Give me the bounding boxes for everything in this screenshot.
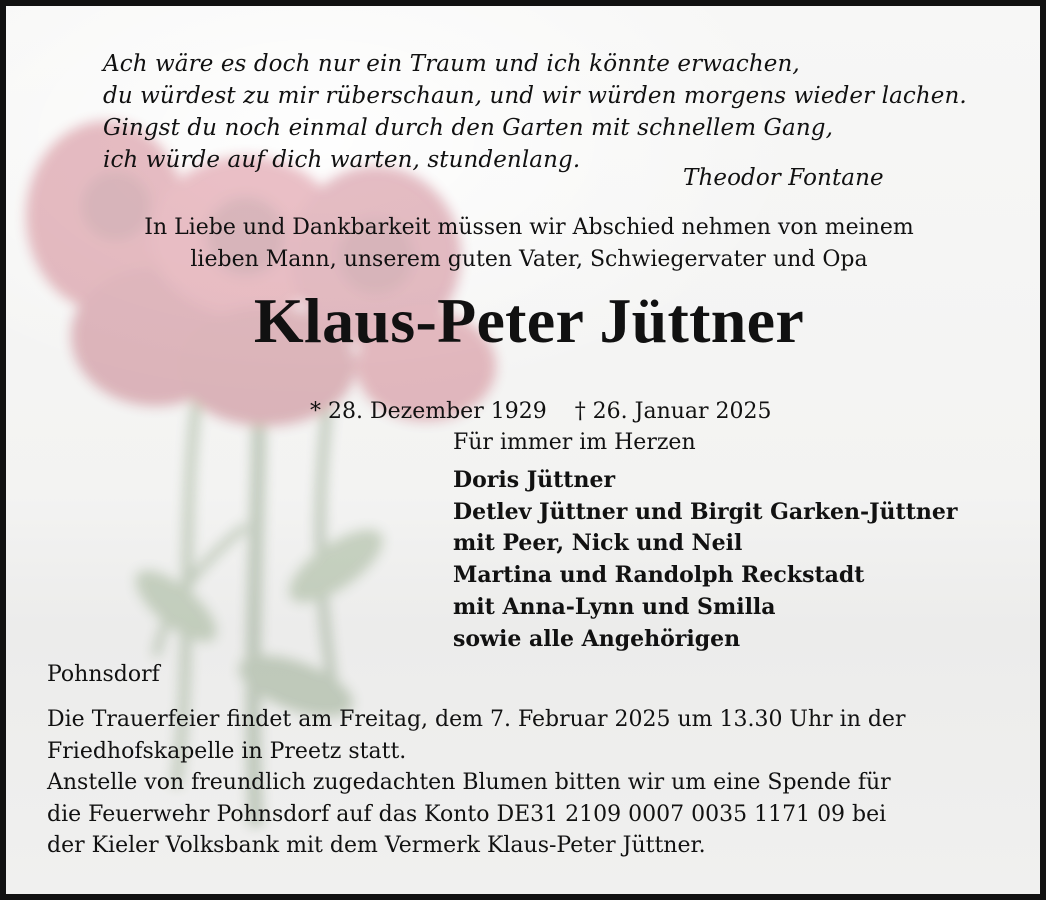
poem-line: Gingst du noch einmal durch den Garten mit schnellem Gang,	[103, 115, 833, 141]
notice-line: Friedhofskapelle in Preetz statt.	[47, 738, 407, 764]
intro-text	[6, 212, 1046, 276]
intro-line: lieben Mann, unserem guten Vater, Schwiegervater und Opa	[190, 247, 868, 272]
notice-line: der Kieler Volksbank mit dem Vermerk Klaus-Peter Jüttner.	[47, 833, 706, 858]
place-name: Pohnsdorf	[47, 662, 160, 687]
family-list	[453, 465, 1033, 655]
family-member: mit Peer, Nick und Neil	[453, 530, 743, 557]
notice-line: Die Trauerfeier findet am Freitag, dem 7. Februar 2025 um 13.30 Uhr in der	[47, 707, 906, 732]
family-member: Martina und Randolph Reckstadt	[453, 562, 865, 589]
poem	[103, 48, 1033, 176]
poem-line: ich würde auf dich warten, stundenlang.	[103, 147, 581, 173]
family-member: Doris Jüttner	[453, 467, 616, 493]
funeral-notice	[47, 704, 1027, 862]
intro-line: In Liebe und Dankbarkeit müssen wir Abschied nehmen von meinem	[144, 215, 914, 240]
notice-line: Anstelle von freundlich zugedachten Blumen bitten wir um eine Spende für	[47, 770, 891, 795]
family-intro: Für immer im Herzen	[453, 430, 696, 455]
poem-line: Ach wäre es doch nur ein Traum und ich könnte erwachen,	[103, 51, 800, 77]
poem-author: Theodor Fontane	[683, 165, 884, 191]
birth-date: * 28. Dezember 1929	[309, 399, 547, 424]
family-member: mit Anna-Lynn und Smilla	[453, 593, 776, 620]
notice-line: die Feuerwehr Pohnsdorf auf das Konto DE31 2109 0007 0035 1171 09 bei	[47, 801, 887, 827]
family-member: sowie alle Angehörigen	[453, 625, 741, 652]
family-member: Detlev Jüttner und Birgit Garken-Jüttner	[453, 498, 958, 525]
poem-line: du würdest zu mir rüberschaun, und wir würden morgens wieder lachen.	[103, 83, 967, 109]
death-date: † 26. Januar 2025	[574, 399, 772, 424]
deceased-name: Klaus-Peter Jüttner	[253, 285, 805, 356]
